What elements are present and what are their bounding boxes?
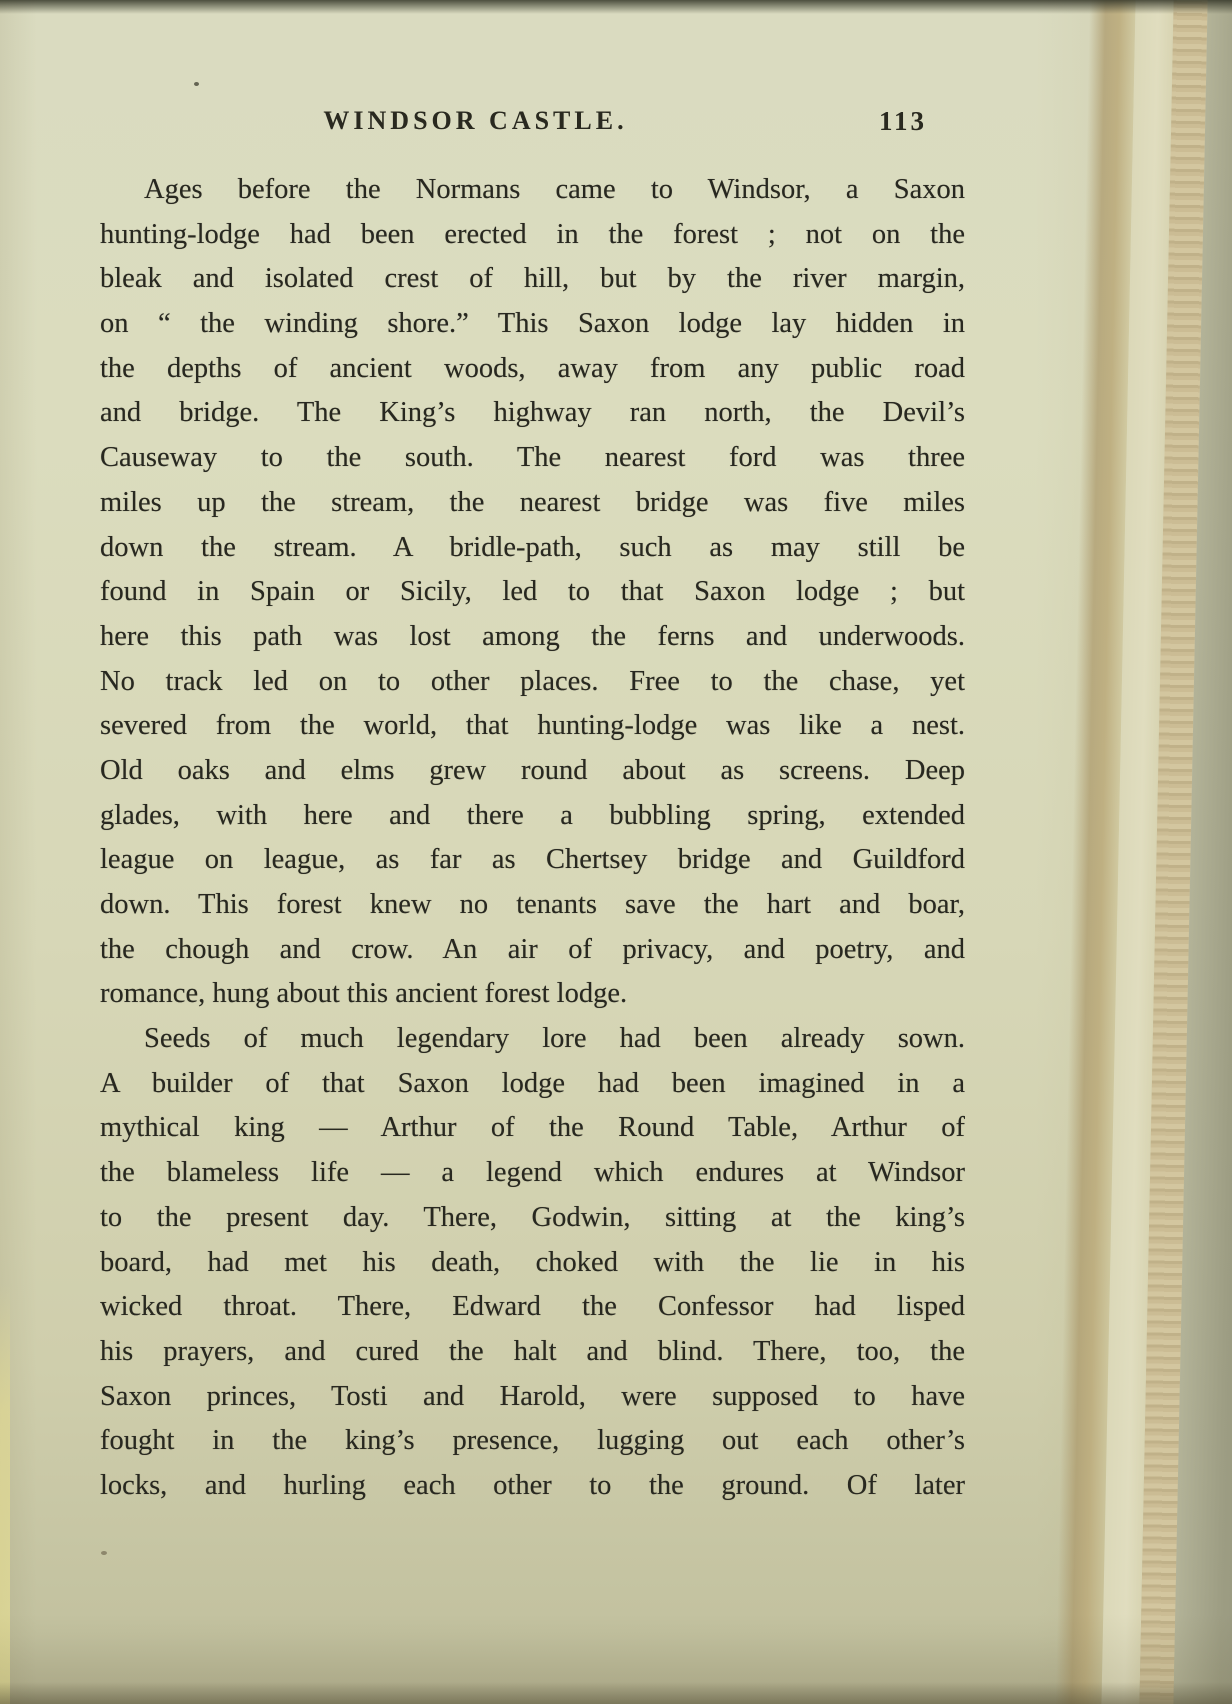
text-line: miles up the stream, the nearest bridge was five miles [100, 486, 965, 518]
text-line: league on league, as far as Chertsey bridge and Guildford [100, 844, 965, 876]
text-line: bleak and isolated crest of hill, but by the river margin, [100, 263, 965, 295]
text-line: Seeds of much legendary lore had been already sown. [144, 1023, 965, 1055]
photo-bottom-edge [0, 1682, 1232, 1704]
paragraph [100, 168, 965, 1017]
text-line: Old oaks and elms grew round about as screens. Deep [100, 754, 965, 786]
text-line: on “ the winding shore.” This Saxon lodge lay hidden in [100, 308, 965, 340]
text-line: severed from the world, that hunting-lodge was like a nest. [100, 710, 965, 742]
text-line: his prayers, and cured the halt and blind. There, too, the [100, 1335, 965, 1367]
text-line: locks, and hurling each other to the ground. Of later [100, 1469, 965, 1501]
text-line: down. This forest knew no tenants save the hart and boar, [100, 889, 965, 920]
text-line: found in Spain or Sicily, led to that Saxon lodge ; but [100, 576, 965, 608]
text-line: A builder of that Saxon lodge had been imagined in a [100, 1067, 965, 1099]
text-line: and bridge. The King’s highway ran north, the Devil’s [100, 397, 965, 429]
text-line: glades, with here and there a bubbling spring, extended [100, 799, 965, 831]
text-line: the chough and crow. An air of privacy, and poetry, and [100, 933, 965, 965]
text-line: fought in the king’s presence, lugging out each other’s [100, 1425, 965, 1457]
text-line: wicked throat. There, Edward the Confessor had lisped [100, 1291, 965, 1323]
text-line: board, had met his death, choked with the lie in his [100, 1246, 965, 1278]
text-line: down the stream. A bridle-path, such as may still be [100, 531, 965, 563]
running-header-title: WINDSOR CASTLE. [323, 106, 628, 135]
paragraph [100, 1017, 965, 1509]
photo-top-edge [0, 0, 1232, 14]
text-line: No track led on to other places. Free to the chase, yet [100, 665, 965, 697]
text-line: the blameless life — a legend which endures at Windsor [100, 1157, 965, 1189]
text-line: Causeway to the south. The nearest ford was three [100, 442, 965, 474]
text-line: romance, hung about this ancient forest lodge. [100, 978, 628, 1010]
text-line: mythical king — Arthur of the Round Table, Arthur of [100, 1112, 965, 1144]
page-header [100, 106, 965, 148]
text-line: Ages before the Normans came to Windsor, a Saxon [144, 174, 965, 205]
text-line: hunting-lodge had been erected in the forest ; not on the [100, 218, 965, 250]
text-line: Saxon princes, Tosti and Harold, were supposed to have [100, 1380, 965, 1412]
paper-speck [101, 1551, 107, 1555]
text-line: to the present day. There, Godwin, sitting at the king’s [100, 1201, 965, 1233]
text-line: the depths of ancient woods, away from any public road [100, 352, 965, 384]
text-block [100, 168, 965, 1509]
page-number: 113 [878, 106, 927, 136]
text-line: here this path was lost among the ferns and underwoods. [100, 620, 965, 652]
paper-speck [194, 82, 199, 86]
